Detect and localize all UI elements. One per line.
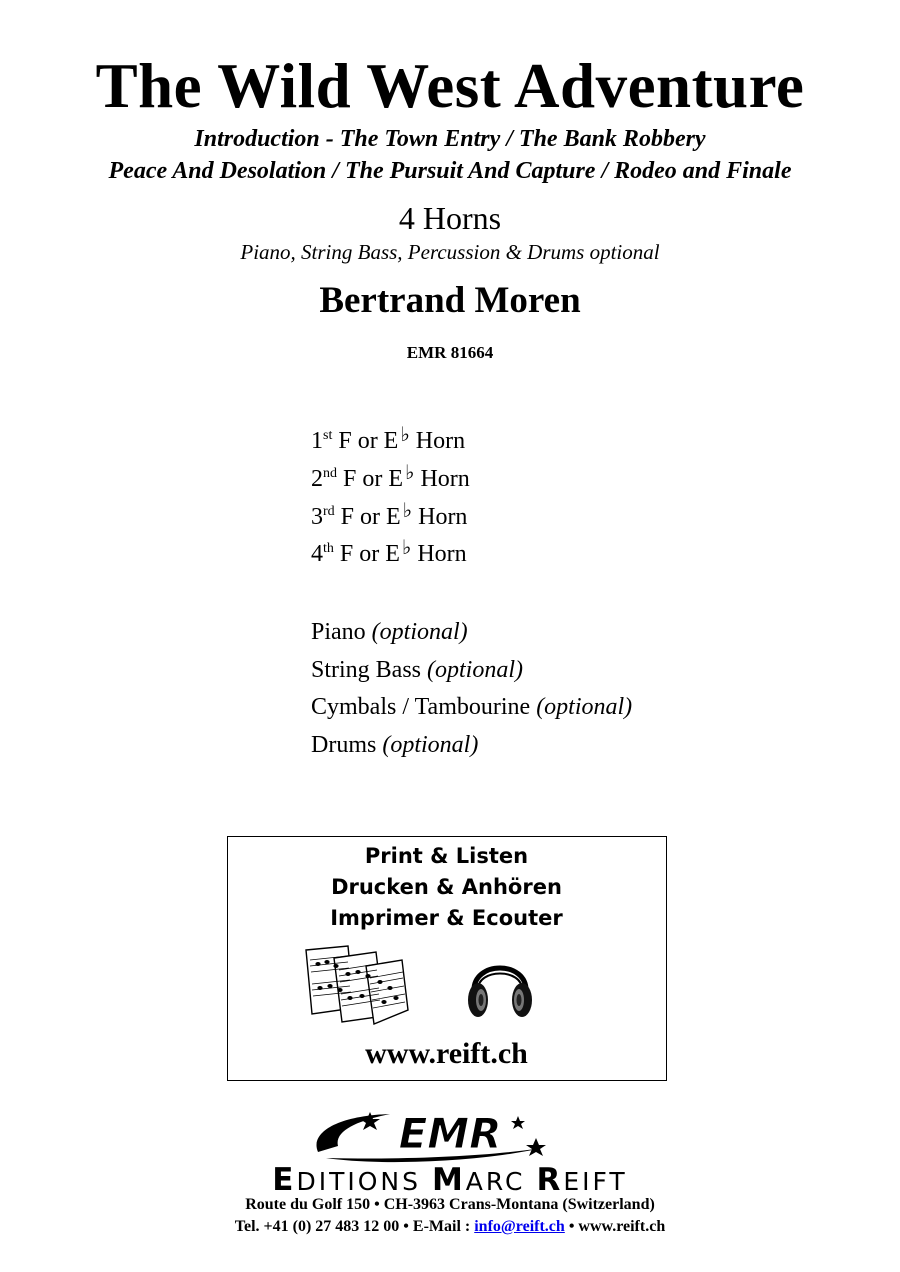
- part-drums: Drums (optional): [311, 732, 479, 758]
- publisher-contact: Tel. +41 (0) 27 483 12 00 • E-Mail : info@reift.ch • www.reift.ch: [234, 1218, 666, 1235]
- part-horn-1: 1st F or E ♭ Horn: [311, 422, 466, 454]
- part-string-bass: String Bass (optional): [311, 657, 524, 683]
- emr-logo-text: EMR: [398, 1109, 502, 1158]
- subtitle-line-2: Peace And Desolation / The Pursuit And Capture / Rodeo and Finale: [108, 158, 792, 184]
- part-piano: Piano (optional): [311, 619, 468, 645]
- flat-icon: ♭: [402, 498, 413, 522]
- optional-instruments: Piano, String Bass, Percussion & Drums optional: [240, 240, 660, 264]
- promo-line-1: Print & Listen: [364, 844, 529, 868]
- part-horn-4: 4th F or E ♭ Horn: [311, 535, 467, 567]
- footer-website: • www.reift.ch: [564, 1218, 666, 1235]
- flat-icon: ♭: [401, 535, 412, 559]
- flat-icon: ♭: [400, 422, 410, 446]
- scoring: 4 Horns: [398, 200, 502, 236]
- website-link[interactable]: www.reift.ch: [365, 1037, 528, 1070]
- part-cymbals-tambourine: Cymbals / Tambourine (optional): [311, 694, 633, 720]
- promo-line-3: Imprimer & Ecouter: [330, 906, 563, 930]
- publisher-address: Route du Golf 150 • CH-3963 Crans-Montana (Switzerland): [245, 1196, 655, 1213]
- composer: Bertrand Moren: [319, 280, 581, 321]
- email-link[interactable]: info@reift.ch: [474, 1218, 565, 1235]
- flat-icon: ♭: [405, 460, 415, 484]
- subtitle-line-1: Introduction - The Town Entry / The Bank Robbery: [194, 126, 706, 152]
- headphones-icon: [464, 946, 536, 1022]
- part-horn-2: 2nd F or E ♭ Horn: [311, 460, 470, 492]
- publisher-name: EDITIONS MARC REIFT: [272, 1162, 628, 1198]
- print-listen-box: [227, 836, 667, 1081]
- catalog-number: EMR 81664: [406, 343, 494, 362]
- sheet-music-icon: [300, 944, 412, 1028]
- title: The Wild West Adventure: [95, 51, 805, 121]
- part-horn-3: 3rd F or E ♭ Horn: [311, 498, 468, 530]
- promo-line-2: Drucken & Anhören: [331, 875, 562, 899]
- emr-logo: [300, 1108, 600, 1166]
